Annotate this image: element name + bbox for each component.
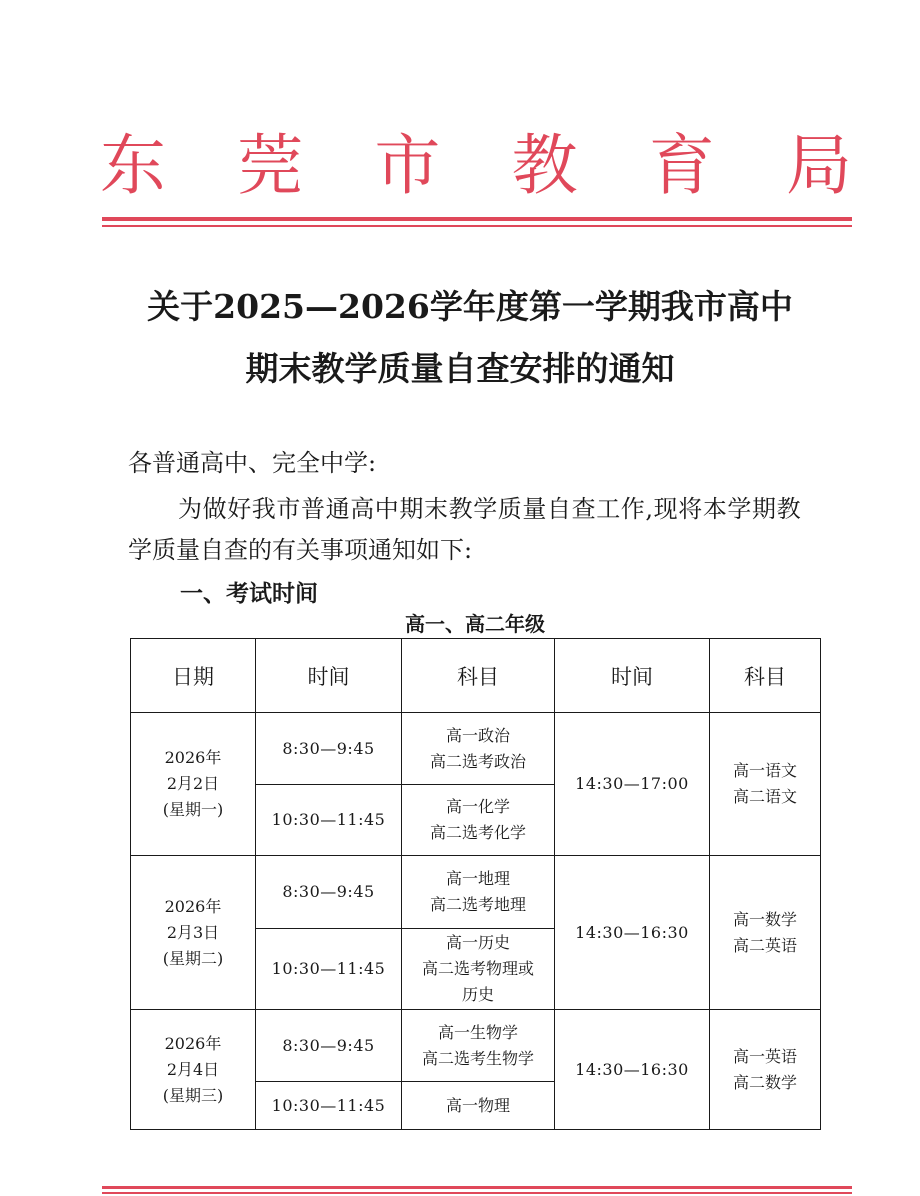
date-cell: 2026年 2月2日 (星期一)	[131, 713, 256, 856]
time-cell: 10:30—11:45	[256, 929, 402, 1010]
subject-cell: 高一地理 高二选考地理	[402, 856, 555, 929]
document-title-line2: 期末教学质量自查安排的通知	[245, 349, 675, 388]
header-rule-thick	[102, 217, 852, 221]
header-afternoon-time: 时间	[555, 639, 710, 713]
header-rule-thin	[102, 225, 852, 227]
footer-rule-thin	[102, 1192, 852, 1194]
date-cell: 2026年 2月4日 (星期三)	[131, 1010, 256, 1130]
agency-char: 教	[511, 127, 578, 204]
subject-cell: 高一生物学 高二选考生物学	[402, 1010, 555, 1082]
afternoon-subject-cell: 高一语文 高二语文	[710, 713, 821, 856]
subject-cell: 高一化学 高二选考化学	[402, 785, 555, 856]
salutation: 各普通高中、完全中学:	[128, 449, 377, 477]
agency-char: 局	[785, 127, 852, 204]
agency-char: 市	[374, 127, 441, 204]
table-caption: 高一、高二年级	[405, 612, 545, 636]
subject-cell: 高一物理	[402, 1082, 555, 1130]
subject-cell: 高一历史 高二选考物理或 历史	[402, 929, 555, 1010]
afternoon-time-cell: 14:30—16:30	[555, 1010, 710, 1130]
agency-char: 育	[648, 127, 715, 204]
afternoon-subject-cell: 高一数学 高二英语	[710, 856, 821, 1010]
footer-rule-thick	[102, 1186, 852, 1189]
table-row	[131, 1010, 821, 1082]
table-row	[131, 856, 821, 929]
agency-char: 东	[100, 127, 166, 204]
table-row	[131, 713, 821, 785]
table-header-row	[131, 639, 821, 713]
header-date: 日期	[131, 639, 256, 713]
afternoon-time-cell: 14:30—16:30	[555, 856, 710, 1010]
time-cell: 10:30—11:45	[256, 785, 402, 856]
date-cell: 2026年 2月3日 (星期二)	[131, 856, 256, 1010]
body-paragraph-line1: 为做好我市普通高中期末教学质量自查工作,现将本学期教	[178, 495, 802, 523]
time-cell: 8:30—9:45	[256, 713, 402, 785]
subject-cell: 高一政治 高二选考政治	[402, 713, 555, 785]
agency-char: 莞	[237, 127, 304, 204]
document-title-line1: 关于2025—2026学年度第一学期我市高中	[147, 287, 793, 326]
section-heading-exam-time: 一、考试时间	[180, 581, 318, 607]
time-cell: 8:30—9:45	[256, 856, 402, 929]
issuing-agency-header	[100, 128, 852, 204]
time-cell: 8:30—9:45	[256, 1010, 402, 1082]
afternoon-time-cell: 14:30—17:00	[555, 713, 710, 856]
header-morning-time: 时间	[256, 639, 402, 713]
header-afternoon-subject: 科目	[710, 639, 821, 713]
body-paragraph-line2: 学质量自查的有关事项通知如下:	[128, 536, 473, 564]
exam-schedule-table	[130, 638, 821, 1130]
afternoon-subject-cell: 高一英语 高二数学	[710, 1010, 821, 1130]
header-morning-subject: 科目	[402, 639, 555, 713]
time-cell: 10:30—11:45	[256, 1082, 402, 1130]
